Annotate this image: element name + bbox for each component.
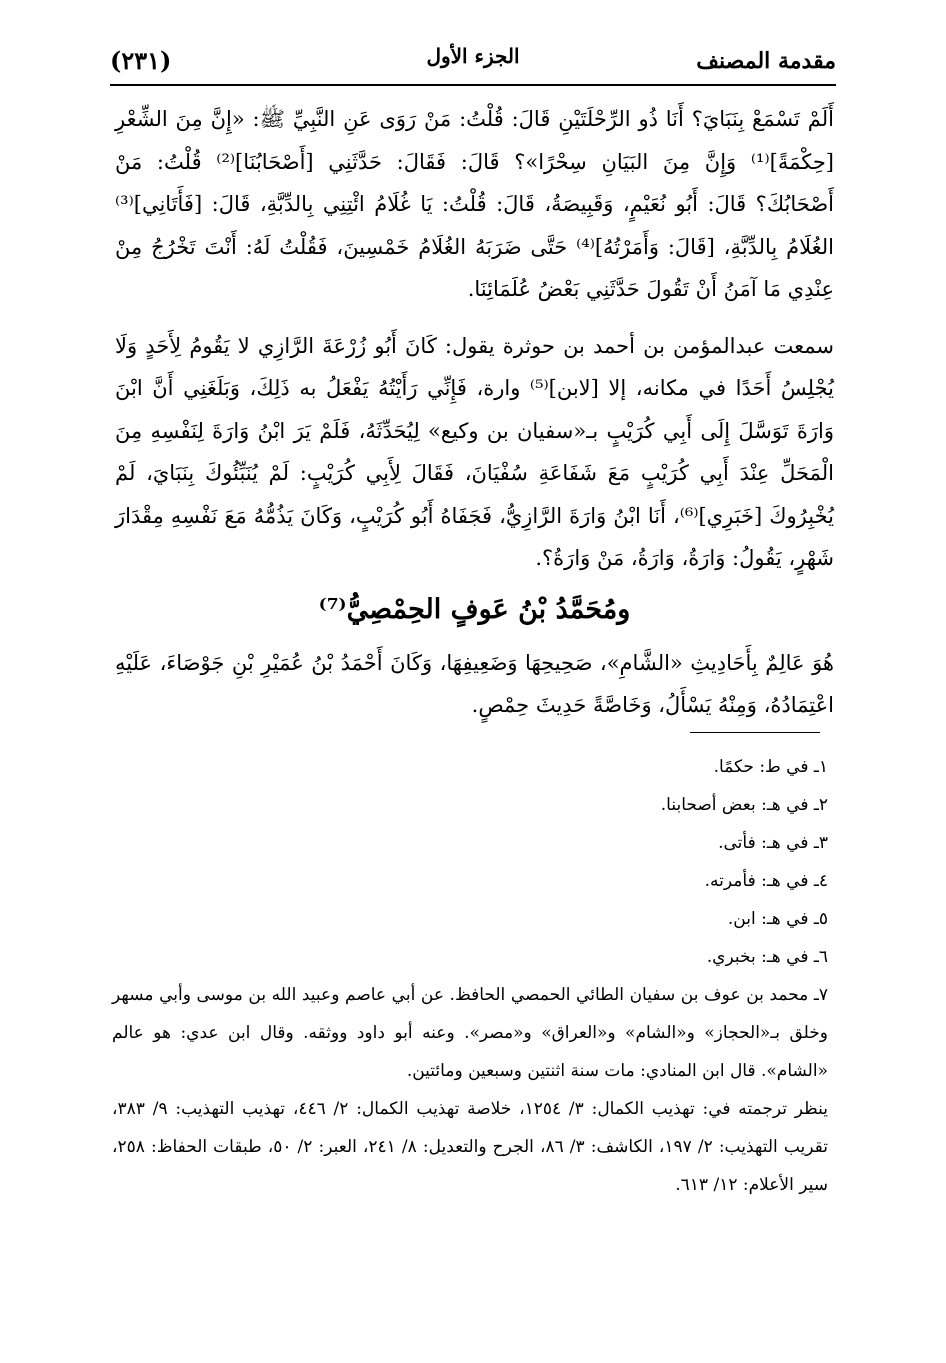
footnote-7-references: ينظر ترجمته في: تهذيب الكمال: ٣/ ١٢٥٤، خلاصة تهذيب الكمال: ٢/ ٤٤٦، تهذيب التهذيب: ٩/ ٣٨٣، تقريب التهذيب: ٢/ ١٩٧، الكاشف: ٣/ ٨٦، الجرح والتعديل: ٨/ ٢٤١، العبر: ٢/ ٥٠، طبقات الحفاظ: ٢٥٨، سير الأعلام: ١٢/ ٦١٣. — [112, 1099, 828, 1195]
footnote-3: ٣ـ في هـ: فأتى. — [718, 833, 828, 853]
paragraph-2: سمعت عبدالمؤمن بن أحمد بن حوثرة يقول: كَانَ أَبُو زُرْعَةَ الرَّازِي لا يَقُومُ لِأَحَدٍ وَلَا يُجْلِسُ أَحَدًا في مكانه، إلا [لابن]⁽⁵⁾ وارة، فَإِنِّي رَأَيْتُهُ يَفْعَلُ به ذَلِكَ، وَبَلَغَنِي أَنَّ ابْنَ وَارَةَ تَوَسَّلَ إِلَى أَبِي كُرَيْبٍ بـ«سفيان بن وكيع» لِيُحَدِّثَهُ، فَلَمْ يَرَ ابْنُ وَارَةَ لِنَفْسِهِ مِنَ الْمَحَلِّ عِنْدَ أَبِي كُرَيْبٍ مَعَ شَفَاعَةِ سُفْيَانَ، فَقَالَ لِأَبِي كُرَيْبٍ: لَمْ يُنَبِّئُوكَ بِنَبَايَ، لَمْ يُخْبِرُوكَ [خَبَرِي]⁽⁶⁾، أَنَا ابْنُ وَارَةَ الرَّازِيُّ، فَجَفَاهُ أَبُو كُرَيْبٍ، وَكَانَ يَذُمُّهُ مَعَ نَفْسِهِ مِقْدَارَ شَهْرٍ، يَقُولُ: وَارَةُ، وَارَةُ، مَنْ وَارَةُ؟. — [115, 333, 834, 570]
page-header — [110, 42, 836, 82]
header-rule — [110, 84, 836, 86]
footnote-6: ٦ـ في هـ: بخبري. — [706, 947, 828, 967]
footnotes — [112, 748, 828, 1204]
footnote-4: ٤ـ في هـ: فأمرته. — [704, 871, 828, 891]
volume-label: الجزء الأول — [426, 44, 520, 68]
footnote-7: ٧ـ محمد بن عوف بن سفيان الطائي الحمصي الحافظ. عن أبي عاصم وعبيد الله بن موسى وأبي مسهر وخلق بـ«الحجاز» و«الشام» و«العراق» و«مصر». وعنه أبو داود ووثقه. وقال ابن عدي: هو عالم «الشام». قال ابن المنادي: مات سنة اثنتين وسبعين ومائتين. — [112, 985, 828, 1081]
paragraph-1: أَلَمْ تَسْمَعْ بِنَبَايَ؟ أَنَا ذُو الرِّحْلَتَيْنِ قَالَ: قُلْتُ: مَنْ رَوَى عَنِ النَّبِيِّ ﷺ: «إِنَّ مِنَ الشِّعْرِ [حِكْمَةً]⁽¹⁾ وَإِنَّ مِنَ البَيَانِ سِحْرًا»؟ قَالَ: فَقَالَ: حَدَّثَنِي [أَصْحَابُنَا]⁽²⁾ قُلْتُ: مَنْ أَصْحَابُكَ؟ قَالَ: أَبُو نُعَيْمٍ، وَقَبِيصَةُ، قَالَ: قُلْتُ: يَا غُلَامُ ائْتِنِي بِالدِّبَّةِ، قَالَ: [فَأَتَانِي]⁽³⁾ الغُلَامُ بِالدِّبَّةِ، [قَالَ: وَأَمَرْتُهُ]⁽⁴⁾ حَتَّى ضَرَبَهُ الغُلَامُ خَمْسِينَ، فَقُلْتُ لَهُ: أَنْتَ تَخْرُجُ مِنْ عِنْدِي مَا آمَنُ أَنْ تَقُولَ حَدَّثَنِي بَعْضُ عُلَمَائِنَا. — [115, 107, 834, 301]
running-title: مقدمة المصنف — [696, 48, 836, 74]
paragraph-3: هُوَ عَالِمٌ بِأَحَادِيثِ «الشَّامِ»، صَحِيحِهَا وَضَعِيفِهَا، وَكَانَ أَحْمَدُ بْنُ عُمَيْرِ بْنِ جَوْصَاءَ، عَلَيْهِ اعْتِمَادُهُ، وَمِنْهُ يَسْأَلُ، وَخَاصَّةً حَدِيثَ حِمْصٍ. — [115, 650, 834, 717]
footnote-1: ١ـ في ط: حكمًا. — [713, 757, 828, 777]
footnote-5: ٥ـ في هـ: ابن. — [727, 909, 828, 929]
footnote-rule — [690, 732, 820, 733]
section-title: ومُحَمَّدُ بْنُ عَوفٍ الحِمْصِيُّ⁽⁷⁾ — [318, 593, 631, 625]
footnote-2: ٢ـ في هـ: بعض أصحابنا. — [660, 795, 828, 815]
main-text — [115, 98, 834, 727]
page-number: (٢٣١) — [110, 46, 172, 75]
